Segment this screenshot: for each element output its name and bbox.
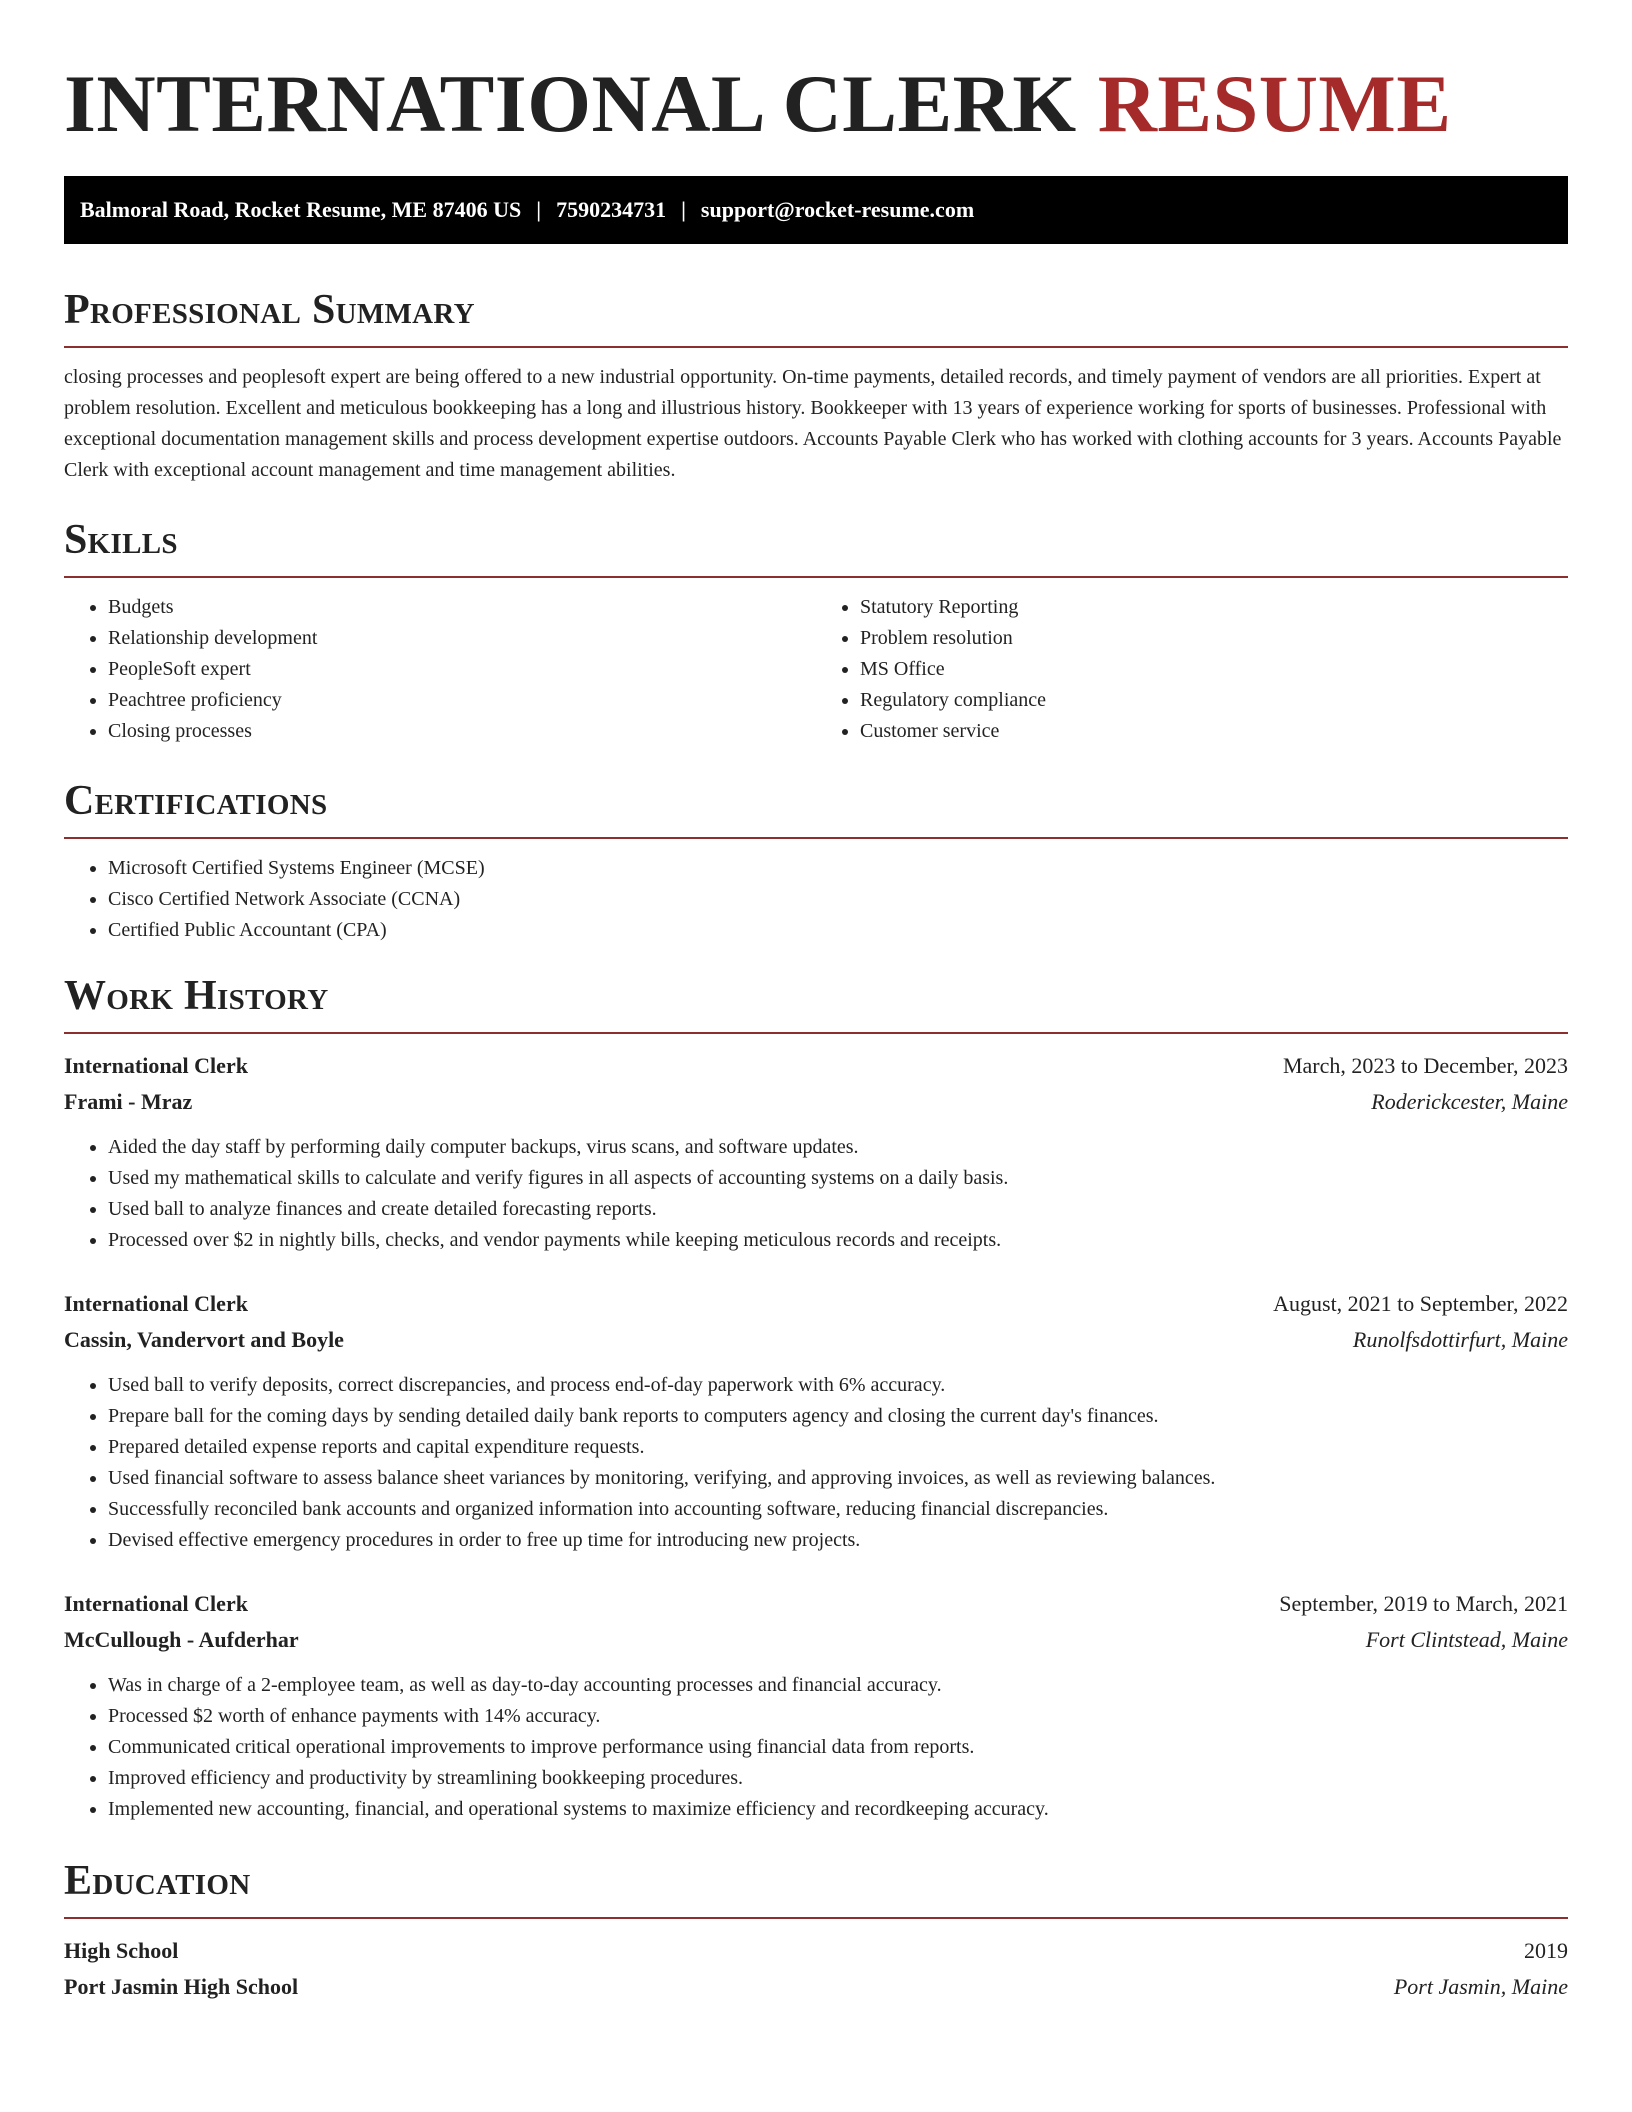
certification-item: • Certified Public Accountant (CPA): [108, 915, 1568, 946]
job-header-row: [64, 1286, 1568, 1322]
education-header-row: [64, 1933, 1568, 1969]
job-duty: • Prepared detailed expense reports and capital expenditure requests.: [108, 1432, 1568, 1463]
title-main: INTERNATIONAL CLERK: [64, 58, 1077, 149]
skills-column-right: [816, 592, 1568, 747]
section-divider: [64, 1917, 1568, 1919]
skills-section: [64, 514, 1568, 747]
job-title: International Clerk: [64, 1291, 248, 1316]
job-duty: • Used ball to analyze finances and create detailed forecasting reports.: [108, 1194, 1568, 1225]
skills-grid: [64, 592, 1568, 747]
job-duty: • Processed over $2 in nightly bills, checks, and vendor payments while keeping meticulous records and receipts.: [108, 1225, 1568, 1256]
job-duties-list: [64, 1370, 1568, 1556]
skill-item: • MS Office: [860, 654, 1568, 685]
job-duties-list: [64, 1670, 1568, 1825]
education-year: 2019: [1524, 1938, 1568, 1963]
education-section: [64, 1855, 1568, 2005]
skill-item: • Closing processes: [108, 716, 816, 747]
section-divider: [64, 346, 1568, 348]
job-location: Roderickcester, Maine: [1371, 1089, 1568, 1114]
job-dates: August, 2021 to September, 2022: [1273, 1291, 1568, 1316]
job-duty: • Communicated critical operational improvements to improve performance using financial data from reports.: [108, 1732, 1568, 1763]
skill-item: • Problem resolution: [860, 623, 1568, 654]
job-duty: • Processed $2 worth of enhance payments with 14% accuracy.: [108, 1701, 1568, 1732]
skill-item: • Regulatory compliance: [860, 685, 1568, 716]
education-location: Port Jasmin, Maine: [1393, 1974, 1568, 1999]
education-heading: Education: [64, 1858, 251, 1904]
summary-heading: Professional Summary: [64, 287, 475, 333]
job-duty: • Used ball to verify deposits, correct discrepancies, and process end-of-day paperwork with 6% accuracy.: [108, 1370, 1568, 1401]
job-company-row: [64, 1322, 1568, 1358]
job-entry: [64, 1586, 1568, 1825]
job-entry: [64, 1048, 1568, 1256]
job-company-row: [64, 1084, 1568, 1120]
contact-phone: 7590234731: [556, 197, 667, 222]
section-divider: [64, 837, 1568, 839]
job-duty: • Used my mathematical skills to calculate and verify figures in all aspects of accounting systems on a daily basis.: [108, 1163, 1568, 1194]
job-duties-list: [64, 1132, 1568, 1256]
skill-item: • Statutory Reporting: [860, 592, 1568, 623]
job-title: International Clerk: [64, 1591, 248, 1616]
education-school-row: [64, 1969, 1568, 2005]
skills-column-left: [64, 592, 816, 747]
section-divider: [64, 576, 1568, 578]
skills-list-right: [816, 592, 1568, 747]
certification-item: • Cisco Certified Network Associate (CCNA): [108, 884, 1568, 915]
job-duty: • Was in charge of a 2-employee team, as well as day-to-day accounting processes and financial accuracy.: [108, 1670, 1568, 1701]
contact-address: Balmoral Road, Rocket Resume, ME 87406 US: [80, 197, 522, 222]
certifications-heading: Certifications: [64, 778, 328, 824]
job-duty: • Used financial software to assess balance sheet variances by monitoring, verifying, and approving invoices, as well as reviewing balances.: [108, 1463, 1568, 1494]
education-degree: High School: [64, 1938, 179, 1963]
contact-separator: |: [536, 197, 542, 222]
job-location: Fort Clintstead, Maine: [1365, 1627, 1568, 1652]
certification-item: • Microsoft Certified Systems Engineer (MCSE): [108, 853, 1568, 884]
skill-item: • Peachtree proficiency: [108, 685, 816, 716]
job-location: Runolfsdottirfurt, Maine: [1352, 1327, 1568, 1352]
skill-item: • Budgets: [108, 592, 816, 623]
certifications-section: [64, 775, 1568, 946]
job-header-row: [64, 1048, 1568, 1084]
section-divider: [64, 1032, 1568, 1034]
job-duty: • Improved efficiency and productivity by streamlining bookkeeping procedures.: [108, 1763, 1568, 1794]
education-school: Port Jasmin High School: [64, 1974, 299, 1999]
job-title: International Clerk: [64, 1053, 248, 1078]
resume-title: [64, 52, 1568, 156]
job-entry: [64, 1286, 1568, 1556]
skill-item: • Relationship development: [108, 623, 816, 654]
summary-section: [64, 284, 1568, 486]
work-history-section: [64, 970, 1568, 1825]
certifications-list: [64, 853, 1568, 946]
job-duty: • Aided the day staff by performing daily computer backups, virus scans, and software updates.: [108, 1132, 1568, 1163]
title-accent: RESUME: [1097, 58, 1452, 149]
work-history-heading: Work History: [64, 973, 329, 1019]
job-dates: September, 2019 to March, 2021: [1279, 1591, 1568, 1616]
job-header-row: [64, 1586, 1568, 1622]
job-duty: • Successfully reconciled bank accounts and organized information into accounting software, reducing financial discrepancies.: [108, 1494, 1568, 1525]
skill-item: • Customer service: [860, 716, 1568, 747]
contact-separator: |: [681, 197, 686, 222]
job-duty: • Prepare ball for the coming days by sending detailed daily bank reports to computers agency and closing the current day's finances.: [108, 1401, 1568, 1432]
job-company: Cassin, Vandervort and Boyle: [64, 1327, 344, 1352]
summary-text: closing processes and peoplesoft expert are being offered to a new industrial opportunity. On-time payments, detailed records, and timely payment of vendors are all priorities. Expert at problem resolution. Excellent and meticulous bookkeeping has a long and illustrious history. Bookkeeper with 13 years of experience working for sports of businesses. Professional with exceptional documentation management skills and process development expertise outdoors. Accounts Payable Clerk who has worked with clothing accounts for 3 years. Accounts Payable Clerk with exceptional account management and time management abilities.: [64, 366, 1562, 481]
job-company: Frami - Mraz: [64, 1089, 193, 1114]
skills-heading: Skills: [64, 517, 178, 563]
skill-item: • PeopleSoft expert: [108, 654, 816, 685]
contact-bar: [64, 176, 1568, 244]
job-dates: March, 2023 to December, 2023: [1282, 1053, 1568, 1078]
job-duty: • Implemented new accounting, financial, and operational systems to maximize efficiency and recordkeeping accuracy.: [108, 1794, 1568, 1825]
skills-list-left: [64, 592, 816, 747]
job-duty: • Devised effective emergency procedures in order to free up time for introducing new projects.: [108, 1525, 1568, 1556]
job-company: McCullough - Aufderhar: [64, 1627, 299, 1652]
contact-email: support@rocket-resume.com: [700, 197, 975, 222]
job-company-row: [64, 1622, 1568, 1658]
